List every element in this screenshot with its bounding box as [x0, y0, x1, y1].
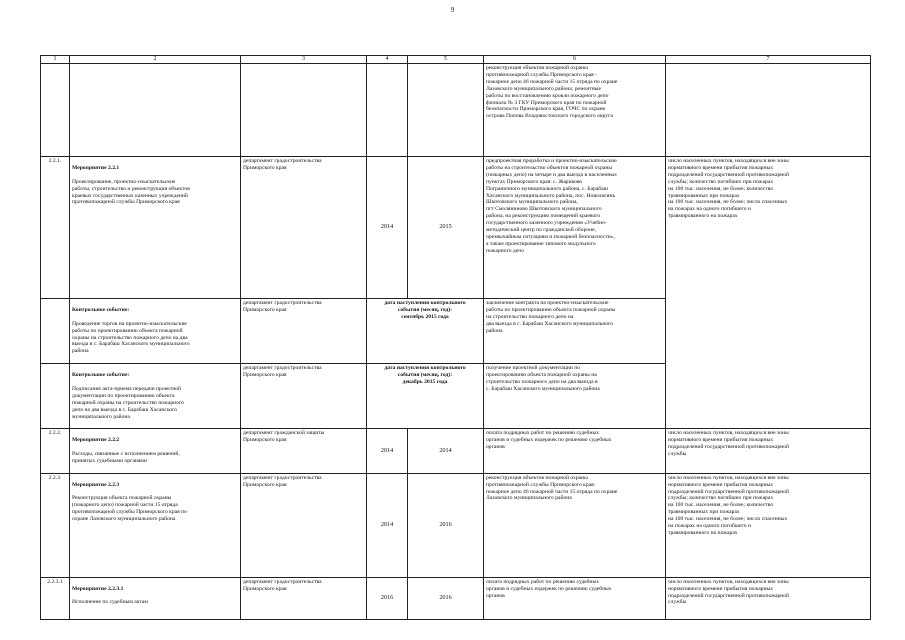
activity-description: Исполнение по судебным актам	[72, 599, 148, 606]
activity-cell	[70, 577, 241, 619]
header-cell: 2	[70, 56, 241, 64]
department-cell: департамент градостроительства Приморского края	[241, 364, 367, 429]
start-year	[367, 64, 408, 157]
activity-description: Проектирование, проектно-изыскательские работы, строительство и реконструкция объектов краевых государственных казенных учреждений противопожарной службы Приморского края	[72, 178, 190, 206]
department-cell: департамент гражданской защиты Приморского края	[241, 429, 367, 473]
row-number: 2.2.1.	[41, 157, 70, 299]
row-number: 2.2.3.	[41, 473, 70, 577]
activity-title: Контрольное событие:	[72, 306, 130, 313]
table-row	[41, 157, 871, 299]
result-cell: оплата подрядных работ по решению судебных органов и судебных издержек по решению судебных органов	[484, 429, 666, 473]
table-row	[41, 473, 871, 577]
control-date: дата наступления контрольного события (месяц, год): сентябрь 2015 года	[367, 299, 484, 364]
activity-title: Мероприятие 2.2.3	[72, 481, 120, 488]
activity-description: Реконструкция объекта пожарной охраны (пожарного депо) пожарной части 15 отряда противопожарной службы Приморского края по охране Лазовского муниципального района	[72, 495, 187, 523]
table-row	[41, 64, 871, 157]
start-year: 2014	[367, 473, 408, 577]
end-year: 2016	[408, 577, 484, 619]
department-cell: департамент градостроительства Приморского края	[241, 473, 367, 577]
end-year	[408, 64, 484, 157]
result-cell: оплата подрядных работ по решению судебных органов и судебных издержек по решению судебных органов	[484, 577, 666, 619]
row-number	[41, 364, 70, 429]
indicator-cell: число населенных пунктов, находящихся вне зоны нормативного времени прибытия пожарных подразделений государственной противопожарной службы; количество погибших при пожарах на 100 тыс. населения, не более; количество травмированных при пожарах на 100 тыс. населения, не более; число спасенных на пожарах на одного погибшего и травмированного на пожарах	[666, 157, 871, 429]
header-cell: 7	[666, 56, 871, 64]
page-number: 9	[450, 6, 455, 14]
indicator-cell: число населенных пунктов, находящихся вне зоны нормативного времени прибытия пожарных подразделений государственной противопожарной службы; количество погибших при пожарах на 100 тыс. населения, не более; количество травмированных при пожарах на 100 тыс. населения, не более; число спасенных на пожарах на одного погибшего и травмированного на пожарах	[666, 473, 871, 577]
end-year: 2015	[408, 157, 484, 299]
activity-cell	[70, 364, 241, 429]
header-cell: 1	[41, 56, 70, 64]
header-cell: 4	[367, 56, 408, 64]
activity-title: Мероприятие 2.2.1	[72, 164, 120, 171]
activity-cell	[70, 473, 241, 577]
header-cell: 5	[408, 56, 484, 64]
end-year: 2014	[408, 429, 484, 473]
activity-cell	[70, 157, 241, 299]
table-row	[41, 429, 871, 473]
department-cell: департамент градостроительства Приморского края	[241, 577, 367, 619]
plan-table	[40, 55, 871, 620]
row-number: 2.2.2.	[41, 429, 70, 473]
activity-cell	[70, 299, 241, 364]
result-cell: реконструкция объектов пожарной охраны противопожарной службы Приморского края: пожарное депо 46 пожарной части 15 отряда по охране Лазовского муниципального района	[484, 473, 666, 577]
activity-title: Контрольное событие:	[72, 372, 130, 379]
header-cell: 6	[484, 56, 666, 64]
table-row	[41, 577, 871, 619]
activity-title: Мероприятие 2.2.3.1	[72, 585, 124, 592]
department-cell: департамент градостроительства Приморского края	[241, 299, 367, 364]
start-year: 2014	[367, 429, 408, 473]
department-cell	[241, 64, 367, 157]
indicator-cell: число населенных пунктов, находящихся вне зоны нормативного времени прибытия пожарных подразделений государственной противопожарной службы	[666, 429, 871, 473]
indicator-cell: число населенных пунктов, находящихся вне зоны нормативного времени прибытия пожарных подразделений государственной противопожарной службы	[666, 577, 871, 619]
row-number	[41, 64, 70, 157]
row-number: 2.2.3.1	[41, 577, 70, 619]
activity-title: Мероприятие 2.2.2	[72, 437, 120, 444]
result-cell: предпроектная проработка и проектно-изыскательские работы на строительство объектов пожарной охраны (пожарных депо) на четыре и два выезда в населенных пунктах Приморского края: с. Жариково Пограничного муниципального района, с. Барабаш Хасанского муниципального района, пос. Новолисянь Шкотовского муниципального района, пгт Смоляниново Шкотовского муниципального района, на реконструкцию помещений краевого государственного казенного учреждения «Учебно- методический центр по гражданской обороне, чрезвычайным ситуациям и пожарной безопасности», а также проектирование типового модульного пожарного депо	[484, 157, 666, 299]
start-year: 2014	[367, 157, 408, 299]
activity-description: Проведение торгов на проектно-изыскательские работы по проектированию объекта пожарной охраны на строительство пожарного депо на два выезда в с. Барабаш Хасанского муниципального района	[72, 320, 190, 355]
header-row	[41, 56, 871, 64]
department-cell: департамент градостроительства Приморского края	[241, 157, 367, 299]
activity-cell	[70, 429, 241, 473]
end-year: 2016	[408, 473, 484, 577]
activity-description: Расходы, связанные с исполнением решений, принятых судебными органами	[72, 451, 180, 464]
indicator-cell	[666, 64, 871, 157]
control-date: дата наступления контрольного события (месяц, год): декабрь 2015 года	[367, 364, 484, 429]
activity-description: Подписание акта-приема передачи проектной документации по проектированию объекта пожарной охраны на строительство пожарного депо на два выезда в с. Барабаш Хасанского муниципального района	[72, 385, 184, 420]
result-cell: заключение контракта на проектно-изыскательские работы по проектированию объекта пожарной охраны на строительство пожарного депо на два выезда в с. Барабаш Хасанского муниципального района	[484, 299, 666, 364]
result-cell: реконструкция объектов пожарной охраны противопожарной службы Приморского края - пожарное депо 46 пожарной части 15 отряда по охране Лазовского муниципального района; ремонтные работы по восстановлению кровли пожарного депо филиала № 3 ГКУ Приморского края по пожарной безопасности Приморского края, ГОЧС по охране острова Попова Владивостокского городского округа	[484, 64, 666, 157]
start-year: 2016	[367, 577, 408, 619]
row-number	[41, 299, 70, 364]
activity-cell	[70, 64, 241, 157]
header-cell: 3	[241, 56, 367, 64]
result-cell: получение проектной документации по проектированию объекта пожарной охраны на строительство пожарного депо на два выезда в с. Барабаш Хасанского муниципального района	[484, 364, 666, 429]
